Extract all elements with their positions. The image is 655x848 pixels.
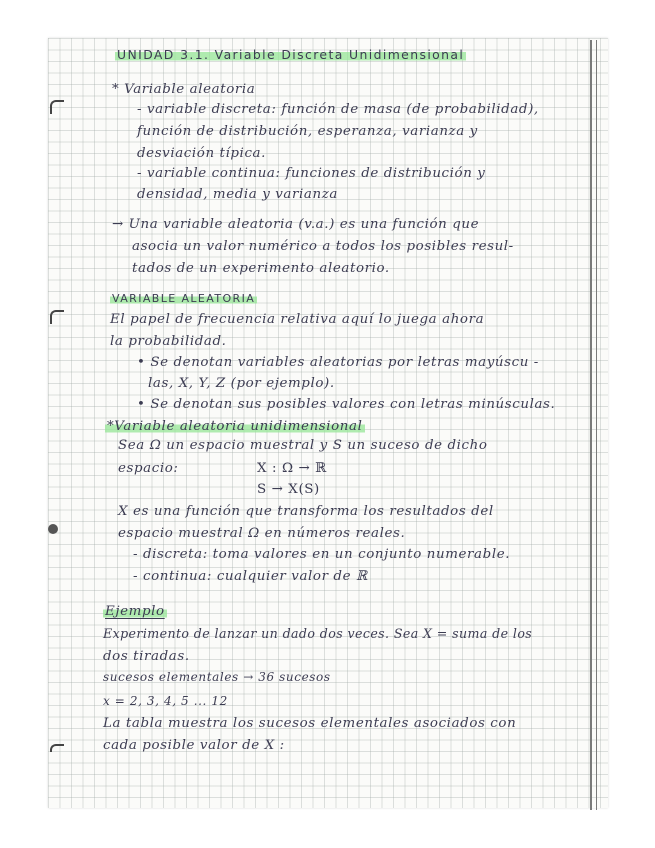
section-heading: Ejemplo [105,604,165,619]
note-line: → Una variable aleatoria (v.a.) es una función que [112,217,480,232]
notebook-spine-line [590,40,592,810]
note-line: X es una función que transforma los resultados del [118,504,494,519]
note-line: dos tiradas. [103,649,190,664]
note-line: - discreta: toma valores en un conjunto numerable. [133,547,511,562]
note-line: asocia un valor numérico a todos los posibles resul- [132,239,514,254]
note-line: cada posible valor de X : [103,738,285,753]
note-line: desviación típica. [137,146,266,161]
page-title: UNIDAD 3.1. Variable Discreta Unidimensional [117,47,465,62]
section-heading: * Variable aleatoria [112,82,256,97]
note-line: - variable continua: funciones de distribución y [137,166,486,181]
note-line: Sea Ω un espacio muestral y S un suceso de dicho [118,438,488,453]
ring-hook-icon [50,744,64,752]
note-line: las, X, Y, Z (por ejemplo). [148,376,335,391]
note-line: sucesos elementales → 36 sucesos [103,670,331,684]
note-line: espacio: [118,461,179,476]
ring-hook-icon [50,100,64,114]
ring-hook-icon [50,310,64,324]
note-line: - continua: cualquier valor de ℝ [133,569,368,584]
note-line: • Se denotan sus posibles valores con letras minúsculas. [137,397,556,412]
note-line: la probabilidad. [110,334,227,349]
formula-line: S → X(S) [257,482,320,497]
note-line: El papel de frecuencia relativa aquí lo juega ahora [110,312,485,327]
formula-line: X : Ω → ℝ [257,461,327,476]
note-line: tados de un experimento aleatorio. [132,261,390,276]
punch-hole-icon [48,524,58,534]
notebook-spine-line-inner [596,40,597,810]
note-line: - variable discreta: función de masa (de probabilidad), [137,102,539,117]
section-heading: *Variable aleatoria unidimensional [107,419,363,434]
note-line: densidad, media y varianza [137,187,338,202]
note-line: espacio muestral Ω en números reales. [118,526,406,541]
note-line: función de distribución, esperanza, varianza y [137,124,478,139]
section-heading: VARIABLE ALEATORIA [112,292,256,305]
note-line: Experimento de lanzar un dado dos veces. Sea X = suma de los [103,626,533,641]
note-line: La tabla muestra los sucesos elementales asociados con [103,716,517,731]
note-line: x = 2, 3, 4, 5 ... 12 [103,694,228,708]
note-line: • Se denotan variables aleatorias por letras mayúscu - [137,355,539,370]
